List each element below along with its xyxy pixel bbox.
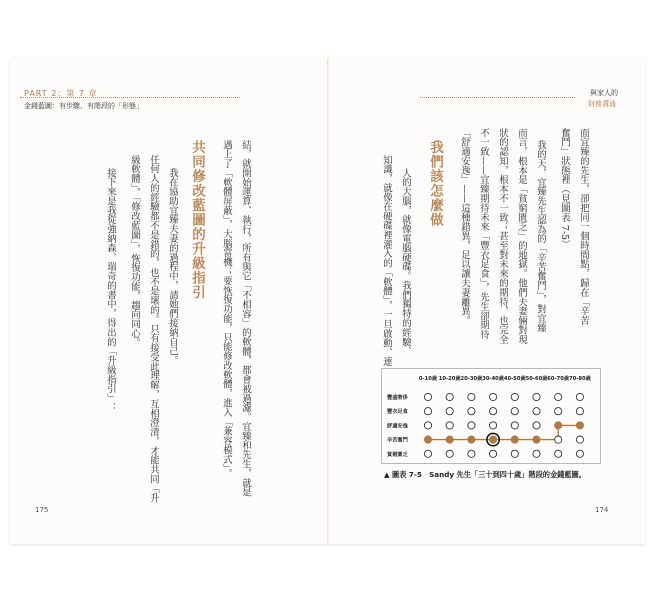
chart-row-label: 貧窮匱乏	[387, 451, 408, 458]
left-text-column: 我在協助宜臻夫妻的過程中，請她們接納自己。	[167, 168, 178, 366]
chart-point-empty	[424, 393, 431, 400]
right-text-column: 人的大腦，就像電腦硬碟。我們獨特的經驗、	[400, 168, 411, 356]
chart-column-label: 70-80歲	[569, 376, 591, 382]
left-text-column: 遇上了「軟體屏蔽」，大腦當機；要恢復功能，只能修改軟體，進入「兼容模式」。	[221, 140, 232, 479]
money-blueprint-chart	[381, 368, 601, 464]
left-header-subtitle: 金錢藍圖：有步驟、有階段的「形態」	[24, 102, 143, 110]
chart-point-empty	[468, 450, 475, 457]
right-header-rule	[420, 97, 575, 98]
left-text-column: 接下來是我從強納森、瑞奇的書中，得出的「升級指引」：	[105, 168, 116, 413]
chart-point-empty	[490, 408, 497, 415]
chart-caption: ▲ 圖表 7-5 Sandy 先生「三十到四十歲」階段的金錢藍圖。	[384, 470, 586, 479]
chart-point-empty	[468, 422, 475, 429]
chart-column-label: 50-60歲	[525, 376, 548, 382]
chart-point-filled	[490, 436, 497, 443]
chart-point-empty	[533, 450, 540, 457]
chart-point-empty	[576, 436, 583, 443]
chart-point-empty	[446, 450, 453, 457]
left-text-column: 任何人的經驗都不是錯的，也不是壞的。只有接受此理解，互相澄清，才能共同「升	[148, 155, 159, 503]
chart-point-empty	[424, 422, 431, 429]
chart-point-empty	[424, 408, 431, 415]
chart-point-empty	[533, 393, 540, 400]
chart-column-label: 60-70歲	[547, 376, 570, 382]
right-header-title: 與家人的	[590, 89, 618, 97]
right-section-heading: 我們該怎麼做	[427, 140, 443, 227]
book-spine	[327, 58, 329, 544]
chart-point-empty	[446, 393, 453, 400]
chart-point-empty	[576, 450, 583, 457]
chart-row-label: 舒適安逸	[387, 423, 408, 430]
chart-point-empty	[446, 408, 453, 415]
chart-point-filled	[424, 436, 431, 443]
right-text-column: 而言，根本是「貧窮匱乏」的地獄。他們夫妻倆對現	[516, 128, 527, 344]
right-text-column: 奮鬥」狀態裡（見圖表 7-5）	[559, 128, 570, 250]
left-header-rule	[20, 97, 240, 98]
chart-point-empty	[468, 393, 475, 400]
chart-point-empty	[576, 408, 583, 415]
chart-point-filled	[555, 422, 562, 429]
right-text-column: 面宜臻的先生，卻把同一個時間點，歸在「辛苦	[578, 128, 589, 326]
chart-column-label: 0-10歲	[418, 376, 438, 382]
chart-point-empty	[446, 422, 453, 429]
chart-point-empty	[424, 450, 431, 457]
chart-canvas	[382, 369, 600, 463]
left-header-part: PART 2：第 7 章	[24, 89, 98, 98]
right-header-subtitle: 財務溝通	[588, 100, 616, 108]
chart-point-empty	[555, 436, 562, 443]
chart-point-empty	[511, 393, 518, 400]
right-text-column: 知識，就像在硬碟裡灌入的「軟體」，一旦啟動、連	[381, 155, 392, 367]
chart-point-filled	[468, 436, 475, 443]
chart-point-empty	[511, 450, 518, 457]
right-page-number: 174	[595, 506, 609, 514]
chart-point-empty	[533, 422, 540, 429]
chart-point-filled	[511, 436, 518, 443]
left-section-heading: 共同修改藍圖的升級指引	[189, 140, 205, 300]
left-page-number: 175	[35, 506, 49, 514]
chart-point-filled	[446, 436, 453, 443]
left-text-column: 級軟體」，「修改藍圖」，恢復功能，趨向同心。	[129, 155, 140, 348]
chart-row-label: 豐盛奢侈	[387, 395, 408, 401]
chart-point-empty	[468, 408, 475, 415]
chart-point-empty	[511, 408, 518, 415]
right-text-column: 不一致——宜臻期待未來「豐衣足食」，先生卻期待	[478, 128, 489, 340]
chart-row-label: 辛苦奮鬥	[387, 437, 408, 444]
chart-point-empty	[555, 393, 562, 400]
left-text-column: 結，就開始運算、執行，所有與它「不相容」的軟體，都會被過濾。宜臻和先生，就是	[240, 140, 251, 497]
chart-row-label: 豐衣足食	[387, 409, 408, 416]
chart-point-empty	[490, 450, 497, 457]
chart-column-label: 30-40歲	[482, 376, 504, 382]
chart-point-filled	[533, 436, 540, 443]
chart-point-empty	[511, 422, 518, 429]
chart-point-filled	[576, 422, 583, 429]
chart-column-label: 20-30歲	[460, 376, 483, 382]
right-text-column: 狀的認知，根本不一致；甚至對未來的期待，也完全	[497, 128, 508, 344]
chart-point-empty	[576, 393, 583, 400]
chart-point-empty	[490, 422, 497, 429]
right-text-column: 「舒適安逸」——這種錯異，足以讓夫妻離異。	[459, 128, 470, 326]
chart-column-label: 10-20歲	[438, 376, 461, 382]
chart-point-empty	[555, 450, 562, 457]
right-text-column: 我的天，宜臻先生認為的「辛苦奮鬥」，對宜臻	[535, 140, 546, 333]
chart-column-label: 40-50歲	[503, 376, 526, 382]
chart-point-empty	[533, 408, 540, 415]
chart-point-empty	[490, 393, 497, 400]
chart-point-empty	[555, 408, 562, 415]
